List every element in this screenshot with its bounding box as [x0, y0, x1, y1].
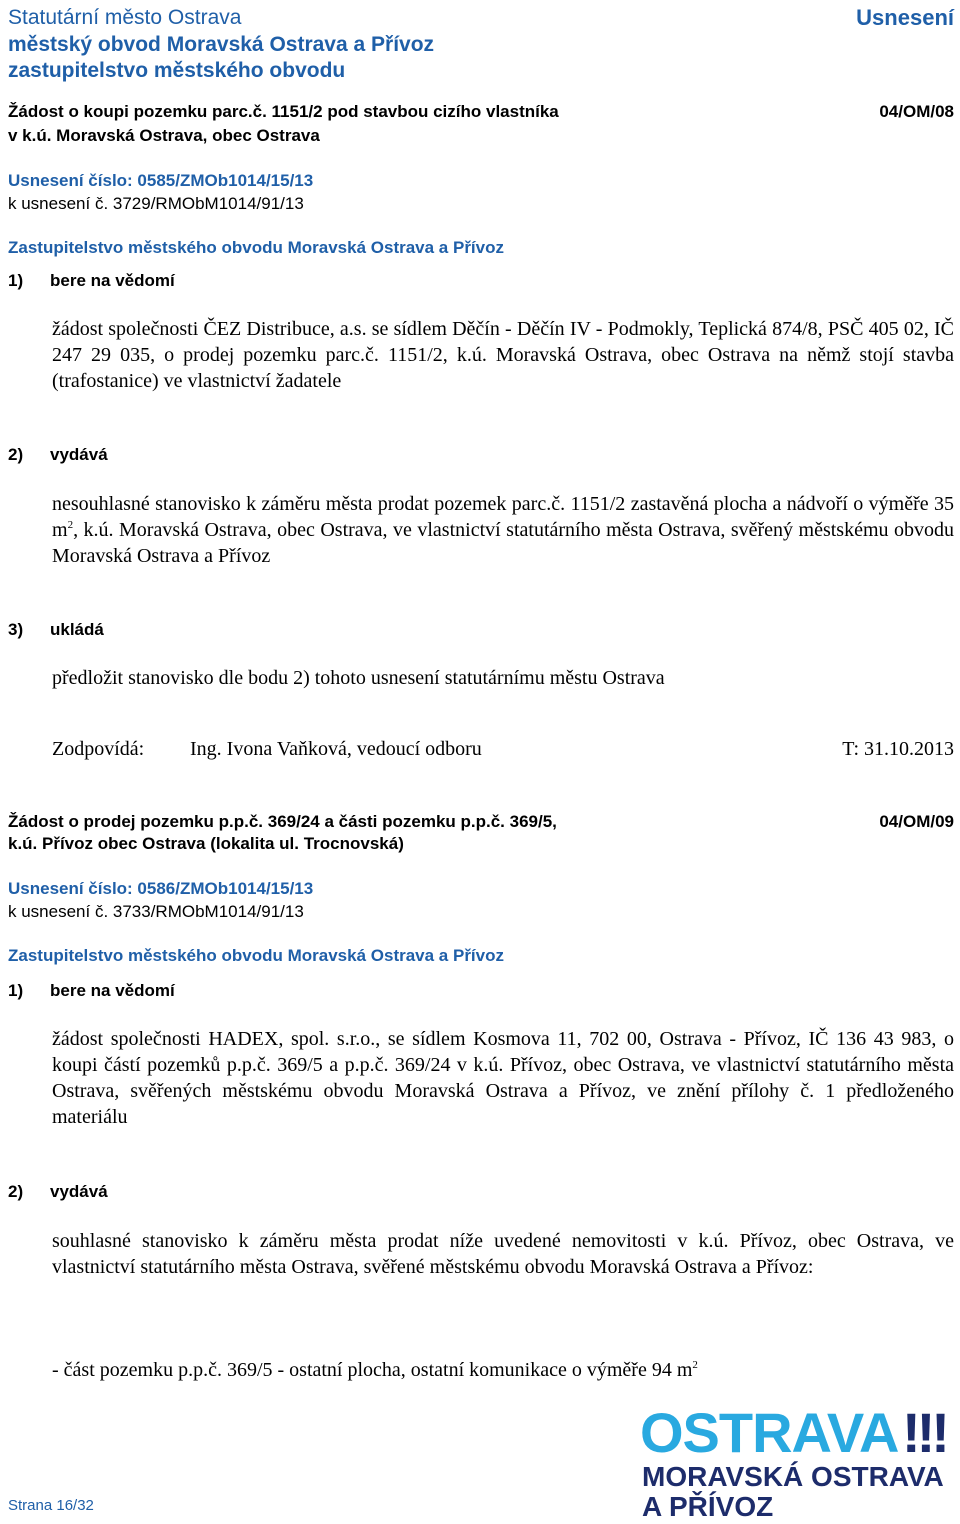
item1-point1-text: žádost společnosti ČEZ Distribuce, a.s. se sídlem Děčín - Děčín IV - Podmokly, Teplická 874/8, PSČ 405 02, IČ 247 29 035, o prodej pozemku parc.č. 1151/2, k.ú. Moravská Ostrava, obec Ostrava na němž stojí stavba (trafostanice) ve vlastnictví žadatele: [52, 318, 954, 392]
doc-type: Usnesení: [856, 5, 954, 30]
item1-point1-number: 1): [8, 271, 24, 290]
item2-body: Zastupitelstvo městského obvodu Moravská Ostrava a Přívoz: [8, 946, 504, 965]
ostrava-logo: [636, 1400, 954, 1519]
item1-point3-number: 3): [8, 620, 24, 639]
item1-point2-superscript: 2: [67, 519, 74, 531]
deadline: T: 31.10.2013: [842, 738, 954, 760]
item1-point2-verb: vydává: [50, 445, 108, 464]
item1-resolution-number: Usnesení číslo: 0585/ZMOb1014/15/13: [8, 171, 314, 190]
logo-line3: A PŘÍVOZ: [642, 1491, 774, 1519]
item2-list-item-text: - část pozemku p.p.č. 369/5 - ostatní plocha, ostatní komunikace o výměře 94 m: [52, 1359, 693, 1381]
item2-point1-verb: bere na vědomí: [50, 981, 175, 1000]
item1-point2-text: [52, 491, 954, 569]
item1-title-line2: v k.ú. Moravská Ostrava, obec Ostrava: [8, 126, 320, 145]
city-name: Statutární město Ostrava: [8, 6, 242, 29]
item2-point1-label: [8, 981, 175, 1001]
item2-point2-label: [8, 1182, 108, 1202]
item2-code: 04/OM/09: [879, 812, 954, 831]
item1-body: Zastupitelstvo městského obvodu Moravská Ostrava a Přívoz: [8, 238, 504, 257]
item1-point2-label: [8, 445, 108, 465]
item1-code: 04/OM/08: [879, 102, 954, 121]
council-name: zastupitelstvo městského obvodu: [8, 59, 346, 82]
item2-point2-verb: vydává: [50, 1182, 108, 1201]
item1-point3-label: [8, 620, 104, 640]
item2-point2-number: 2): [8, 1182, 24, 1201]
item2-point1-number: 1): [8, 981, 24, 1000]
logo-exclamations: !!!: [902, 1401, 946, 1464]
item1-point3-verb: ukládá: [50, 620, 104, 639]
logo-svg: [636, 1400, 954, 1519]
responsible-person: Ing. Ivona Vaňková, vedoucí odboru: [190, 738, 482, 760]
item2-reference: k usnesení č. 3733/RMObM1014/91/13: [8, 902, 304, 921]
item2-list-item: [52, 1357, 698, 1383]
item1-point2-text-b: , k.ú. Moravská Ostrava, obec Ostrava, ve vlastnictví statutárního města Ostrava, svěřený městskému obvodu Moravská Ostrava a Přívoz: [52, 519, 954, 567]
item2-point2-text: souhlasné stanovisko k záměru města prodat níže uvedené nemovitosti v k.ú. Přívoz, obec Ostrava, ve vlastnictví statutárního města Ostrava, svěřené městskému obvodu Moravská Ostrava a Přívoz:: [52, 1230, 954, 1278]
logo-word: OSTRAVA: [640, 1401, 899, 1464]
item2-title-line1: Žádost o prodej pozemku p.p.č. 369/24 a části pozemku p.p.č. 369/5,: [8, 812, 557, 831]
item1-point3-text: předložit stanovisko dle bodu 2) tohoto usnesení statutárnímu městu Ostrava: [52, 667, 665, 689]
responsible-label: Zodpovídá:: [52, 738, 145, 760]
item2-resolution-number: Usnesení číslo: 0586/ZMOb1014/15/13: [8, 879, 314, 898]
item1-reference: k usnesení č. 3729/RMObM1014/91/13: [8, 194, 304, 213]
item2-list-superscript: 2: [692, 1359, 698, 1371]
item2-title-line2: k.ú. Přívoz obec Ostrava (lokalita ul. Trocnovská): [8, 834, 404, 853]
item1-title-line1: Žádost o koupi pozemku parc.č. 1151/2 pod stavbou cizího vlastníka: [8, 102, 559, 121]
item2-point1-text: žádost společnosti HADEX, spol. s.r.o., se sídlem Kosmova 11, 702 00, Ostrava - Přívoz, IČ 136 43 983, o koupi částí pozemků p.p.č. 369/5 a p.p.č. 369/24 v k.ú. Přívoz, obec Ostrava, ve vlastnictví statutárního města Ostrava, svěřených městskému obvodu Moravská Ostrava a Přívoz, ve znění přílohy č. 1 předloženého materiálu: [52, 1028, 954, 1128]
page-number: Strana 16/32: [8, 1497, 94, 1514]
item1-point1-label: [8, 271, 175, 291]
district-name: městský obvod Moravská Ostrava a Přívoz: [8, 33, 435, 56]
item1-point2-number: 2): [8, 445, 24, 464]
item1-point2-text-a: nesouhlasné stanovisko k záměru města prodat pozemek parc.č. 1151/2 zastavěná plocha a nádvoří o výměře 35 m: [52, 493, 954, 541]
item1-point1-verb: bere na vědomí: [50, 271, 175, 290]
logo-line2: MORAVSKÁ OSTRAVA: [642, 1461, 944, 1492]
